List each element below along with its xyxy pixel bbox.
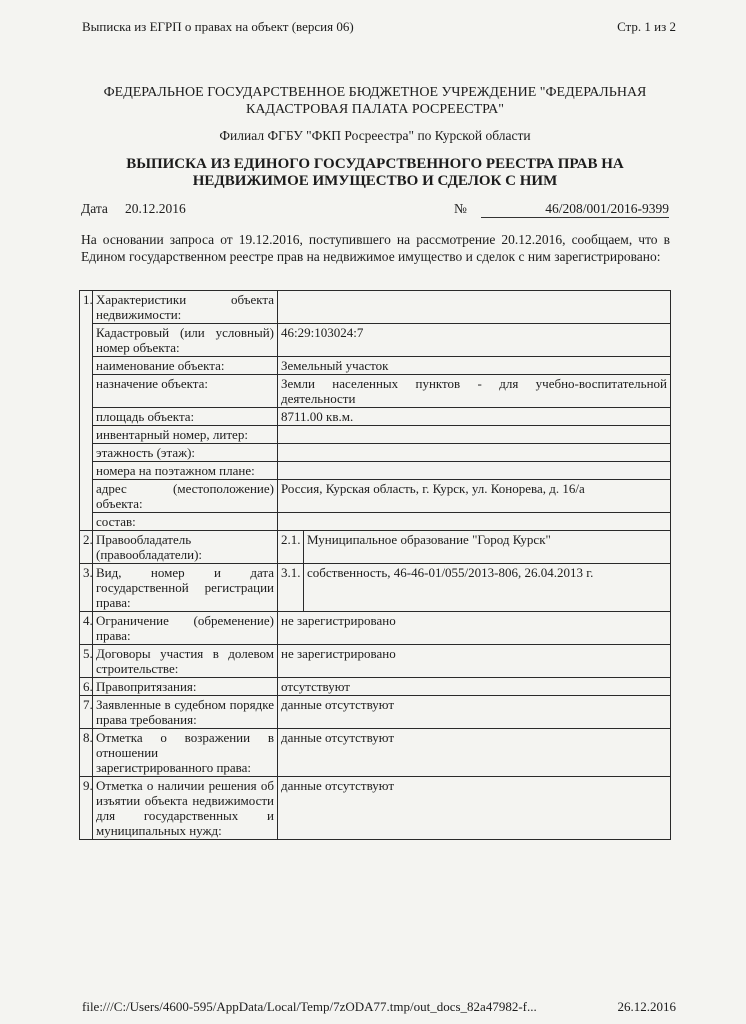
table-row <box>80 729 671 777</box>
field-value-cadastral: 46:29:103024:7 <box>278 324 671 357</box>
field-label-address: адрес (местоположение) объекта: <box>93 480 278 513</box>
section-label-objection: Отметка о возражении в отношении зарегистрированного права: <box>93 729 278 777</box>
field-label-purpose: назначение объекта: <box>93 375 278 408</box>
field-label-inventory: инвентарный номер, литер: <box>93 426 278 444</box>
table-row <box>80 531 671 564</box>
table-row <box>80 324 671 357</box>
table-row <box>80 564 671 612</box>
field-value-area: 8711.00 кв.м. <box>278 408 671 426</box>
header-page-number: Стр. 1 из 2 <box>617 19 676 34</box>
field-label-object-name: наименование объекта: <box>93 357 278 375</box>
section-label-registration: Вид, номер и дата государственной регистрации права: <box>93 564 278 612</box>
section-number: 3. <box>80 564 93 612</box>
table-row <box>80 480 671 513</box>
section-label-rightholder: Правообладатель (правообладатели): <box>93 531 278 564</box>
field-value-composition <box>278 513 671 531</box>
table-row <box>80 426 671 444</box>
organization-line-1: ФЕДЕРАЛЬНОЕ ГОСУДАРСТВЕННОЕ БЮДЖЕТНОЕ УЧРЕЖДЕНИЕ "ФЕДЕРАЛЬНАЯ <box>103 85 647 100</box>
date-value: 20.12.2016 <box>125 201 186 216</box>
section-number: 9. <box>80 777 93 840</box>
field-value-object-name: Земельный участок <box>278 357 671 375</box>
section-value-shared-construction: не зарегистрировано <box>278 645 671 678</box>
section-number: 1. <box>80 291 93 531</box>
section-value-claims: отсутствуют <box>278 678 671 696</box>
field-label-floors: этажность (этаж): <box>93 444 278 462</box>
table-row <box>80 513 671 531</box>
table-row <box>80 357 671 375</box>
footer-date: 26.12.2016 <box>617 999 676 1014</box>
table-row <box>80 777 671 840</box>
section-number: 5. <box>80 645 93 678</box>
date-label: Дата <box>81 201 108 216</box>
section-value <box>278 291 671 324</box>
number-label: № <box>454 201 467 216</box>
field-label-floor-plan: номера на поэтажном плане: <box>93 462 278 480</box>
field-value-purpose: Земли населенных пунктов - для учебно-воспитательной деятельности <box>278 375 671 408</box>
number-value: 46/208/001/2016-9399 <box>481 201 669 218</box>
table-row <box>80 375 671 408</box>
field-label-area: площадь объекта: <box>93 408 278 426</box>
field-value-floors <box>278 444 671 462</box>
field-value-floor-plan <box>278 462 671 480</box>
table-row <box>80 444 671 462</box>
section-number: 7. <box>80 696 93 729</box>
document-title-line-1: ВЫПИСКА ИЗ ЕДИНОГО ГОСУДАРСТВЕННОГО РЕЕСТРА ПРАВ НА <box>126 156 624 172</box>
document-title-line-2: НЕДВИЖИМОЕ ИМУЩЕСТВО И СДЕЛОК С НИМ <box>192 173 558 189</box>
sub-number: 3.1. <box>278 564 304 612</box>
footer-file-path: file:///C:/Users/4600-595/AppData/Local/Temp/7zODA77.tmp/out_docs_82a47982-f... <box>82 999 537 1014</box>
document-title <box>80 156 670 190</box>
property-table <box>79 290 671 840</box>
intro-paragraph: На основании запроса от 19.12.2016, поступившего на рассмотрение 20.12.2016, сообщаем, что в Едином государственном реестре прав на недвижимое имущество и сделок с ним зарегистрировано: <box>81 232 670 264</box>
table-row <box>80 645 671 678</box>
section-value-encumbrance: не зарегистрировано <box>278 612 671 645</box>
section-label-court-claims: Заявленные в судебном порядке права требования: <box>93 696 278 729</box>
table-row <box>80 612 671 645</box>
field-value-inventory <box>278 426 671 444</box>
field-value-address: Россия, Курская область, г. Курск, ул. Конорева, д. 16/а <box>278 480 671 513</box>
section-label-shared-construction: Договоры участия в долевом строительстве: <box>93 645 278 678</box>
section-number: 4. <box>80 612 93 645</box>
section-number: 2. <box>80 531 93 564</box>
field-label-cadastral: Кадастровый (или условный) номер объекта: <box>93 324 278 357</box>
table-row <box>80 408 671 426</box>
table-row <box>80 678 671 696</box>
branch-name: Филиал ФГБУ "ФКП Росреестра" по Курской области <box>219 128 531 143</box>
section-label-claims: Правопритязания: <box>93 678 278 696</box>
sub-number: 2.1. <box>278 531 304 564</box>
section-value-court-claims: данные отсутствуют <box>278 696 671 729</box>
section-number: 8. <box>80 729 93 777</box>
section-value-registration: собственность, 46-46-01/055/2013-806, 26.04.2013 г. <box>304 564 671 612</box>
field-label-composition: состав: <box>93 513 278 531</box>
date-number-line <box>81 201 669 218</box>
table-row <box>80 291 671 324</box>
organization-line-2: КАДАСТРОВАЯ ПАЛАТА РОСРЕЕСТРА" <box>245 102 504 117</box>
section-value-rightholder: Муниципальное образование "Город Курск" <box>304 531 671 564</box>
table-row <box>80 462 671 480</box>
section-value-objection: данные отсутствуют <box>278 729 671 777</box>
section-value-seizure: данные отсутствуют <box>278 777 671 840</box>
section-number: 6. <box>80 678 93 696</box>
section-label: Характеристики объекта недвижимости: <box>93 291 278 324</box>
section-label-seizure: Отметка о наличии решения об изъятии объекта недвижимости для государственных и муниципальных нужд: <box>93 777 278 840</box>
header-document-name: Выписка из ЕГРП о правах на объект (версия 06) <box>82 19 354 34</box>
section-label-encumbrance: Ограничение (обременение) права: <box>93 612 278 645</box>
organization-name <box>80 84 670 118</box>
table-row <box>80 696 671 729</box>
